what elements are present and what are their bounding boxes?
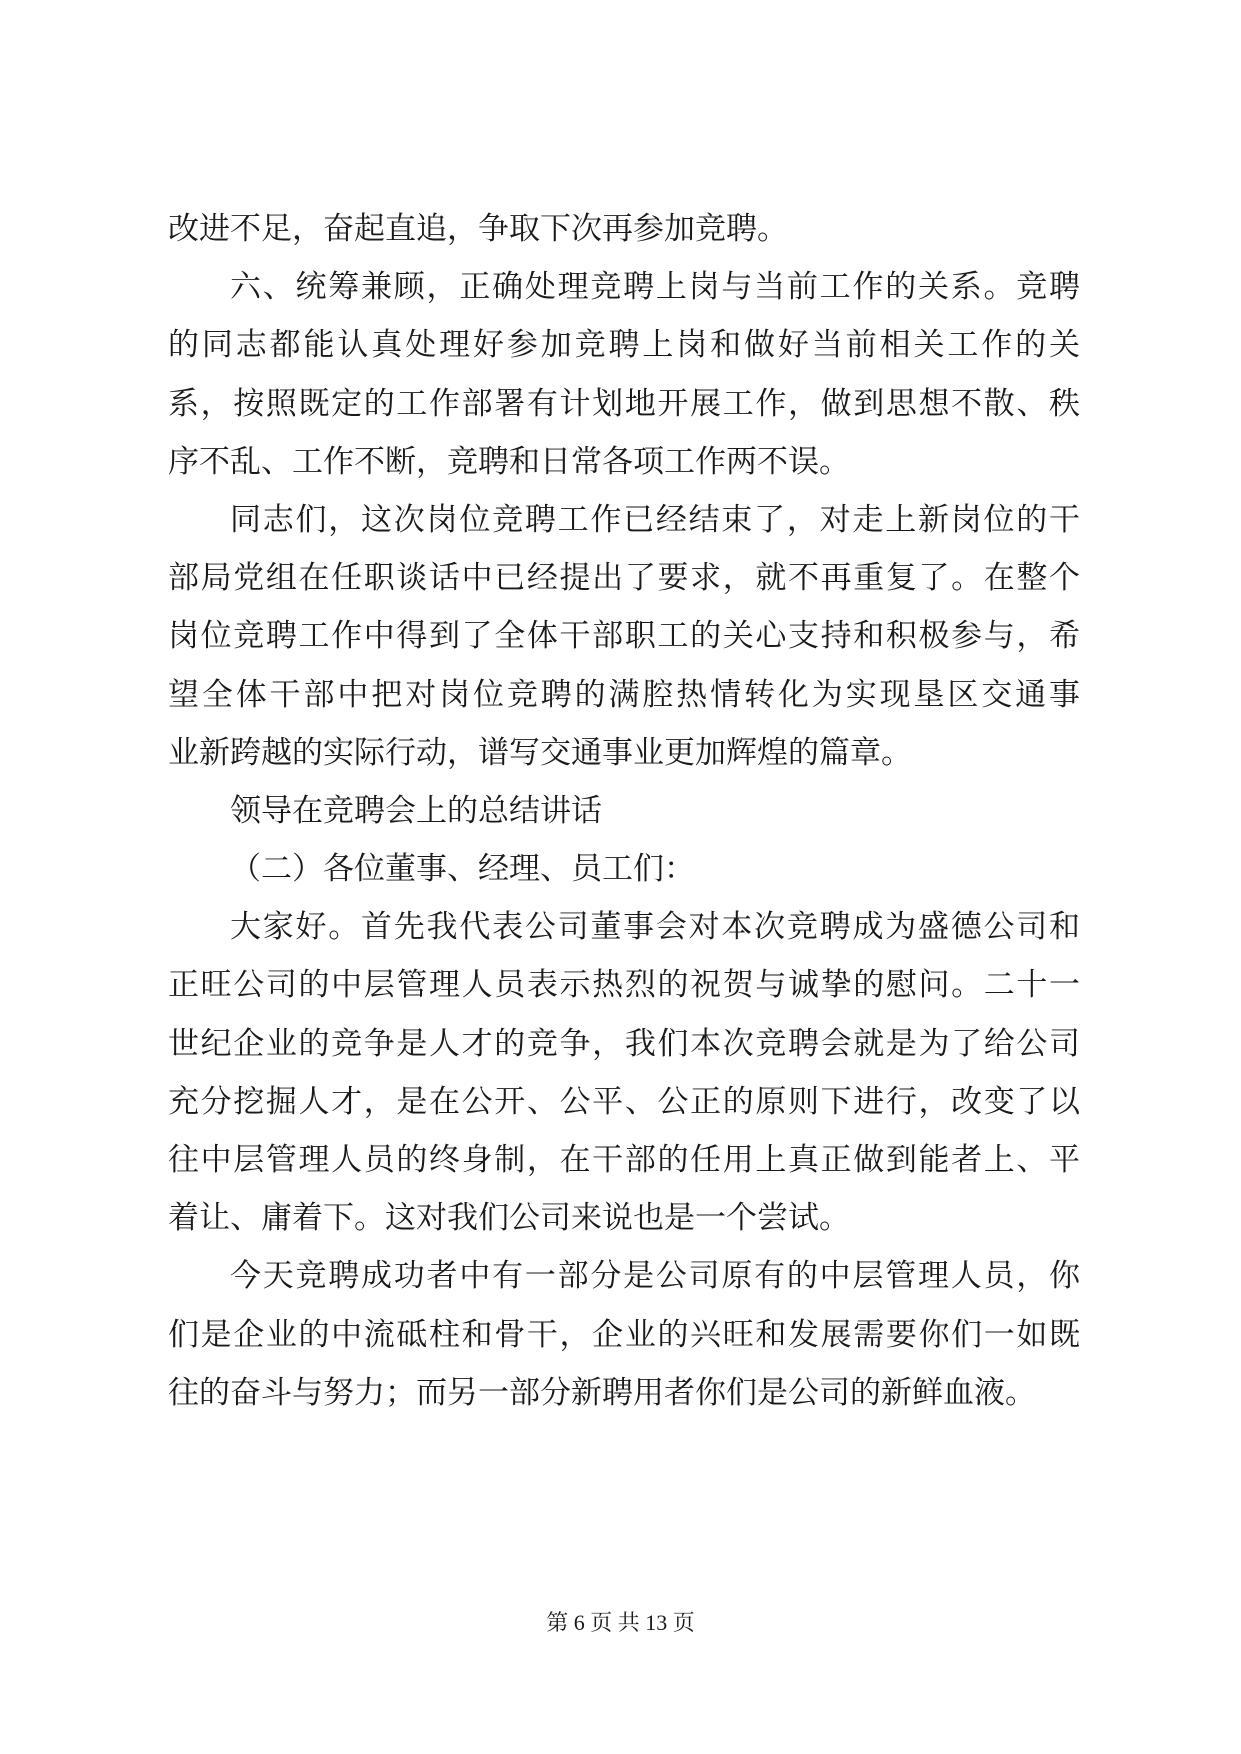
text-line: 序不乱、工作不断，竞聘和日常各项工作两不误。 bbox=[168, 443, 850, 480]
text-line: 充分挖掘人才，是在公开、公平、公正的原则下进行，改变了以 bbox=[168, 1083, 1080, 1120]
text-line: 系，按照既定的工作部署有计划地开展工作，做到思想不散、秩 bbox=[168, 385, 1080, 422]
text-line: 岗位竞聘工作中得到了全体干部职工的关心支持和积极参与，希 bbox=[168, 618, 1080, 655]
text-line: 同志们，这次岗位竞聘工作已经结束了，对走上新岗位的干 bbox=[230, 501, 1080, 538]
paragraph bbox=[168, 898, 1080, 1247]
paragraph bbox=[168, 258, 1080, 491]
text-line: 部局党组在任职谈话中已经提出了要求，就不再重复了。在整个 bbox=[168, 560, 1080, 597]
text-line: 望全体干部中把对岗位竞聘的满腔热情转化为实现垦区交通事 bbox=[168, 676, 1080, 713]
text-line: 们是企业的中流砥柱和骨干，企业的兴旺和发展需要你们一如既 bbox=[168, 1316, 1080, 1353]
page-footer: 第 6 页 共 13 页 bbox=[546, 1610, 695, 1635]
document-body bbox=[168, 200, 1080, 1422]
text-line: 往中层管理人员的终身制，在干部的任用上真正做到能者上、平 bbox=[168, 1142, 1080, 1178]
text-line: 的同志都能认真处理好参加竞聘上岗和做好当前相关工作的关 bbox=[168, 327, 1080, 364]
text-line: 世纪企业的竞争是人才的竞争，我们本次竞聘会就是为了给公司 bbox=[168, 1025, 1080, 1062]
paragraph bbox=[168, 840, 1080, 898]
text-line: 领导在竞聘会上的总结讲话 bbox=[230, 792, 602, 829]
text-line: 着让、庸着下。这对我们公司来说也是一个尝试。 bbox=[168, 1200, 850, 1237]
paragraph bbox=[168, 782, 1080, 840]
text-line: 大家好。首先我代表公司董事会对本次竞聘成为盛德公司和 bbox=[230, 909, 1080, 946]
text-line: 今天竞聘成功者中有一部分是公司原有的中层管理人员，你 bbox=[230, 1258, 1080, 1295]
paragraph bbox=[168, 200, 1080, 258]
text-line: （二）各位董事、经理、员工们： bbox=[230, 851, 695, 888]
paragraph bbox=[168, 491, 1080, 782]
paragraph bbox=[168, 1247, 1080, 1422]
text-line: 往的奋斗与努力；而另一部分新聘用者你们是公司的新鲜血液。 bbox=[168, 1374, 1036, 1411]
text-line: 正旺公司的中层管理人员表示热烈的祝贺与诚挚的慰问。二十一 bbox=[168, 967, 1080, 1004]
text-line: 六、统筹兼顾，正确处理竞聘上岗与当前工作的关系。竞聘 bbox=[230, 269, 1080, 306]
text-line: 改进不足，奋起直追，争取下次再参加竞聘。 bbox=[168, 211, 788, 247]
text-line: 业新跨越的实际行动，谱写交通事业更加辉煌的篇章。 bbox=[168, 734, 912, 771]
